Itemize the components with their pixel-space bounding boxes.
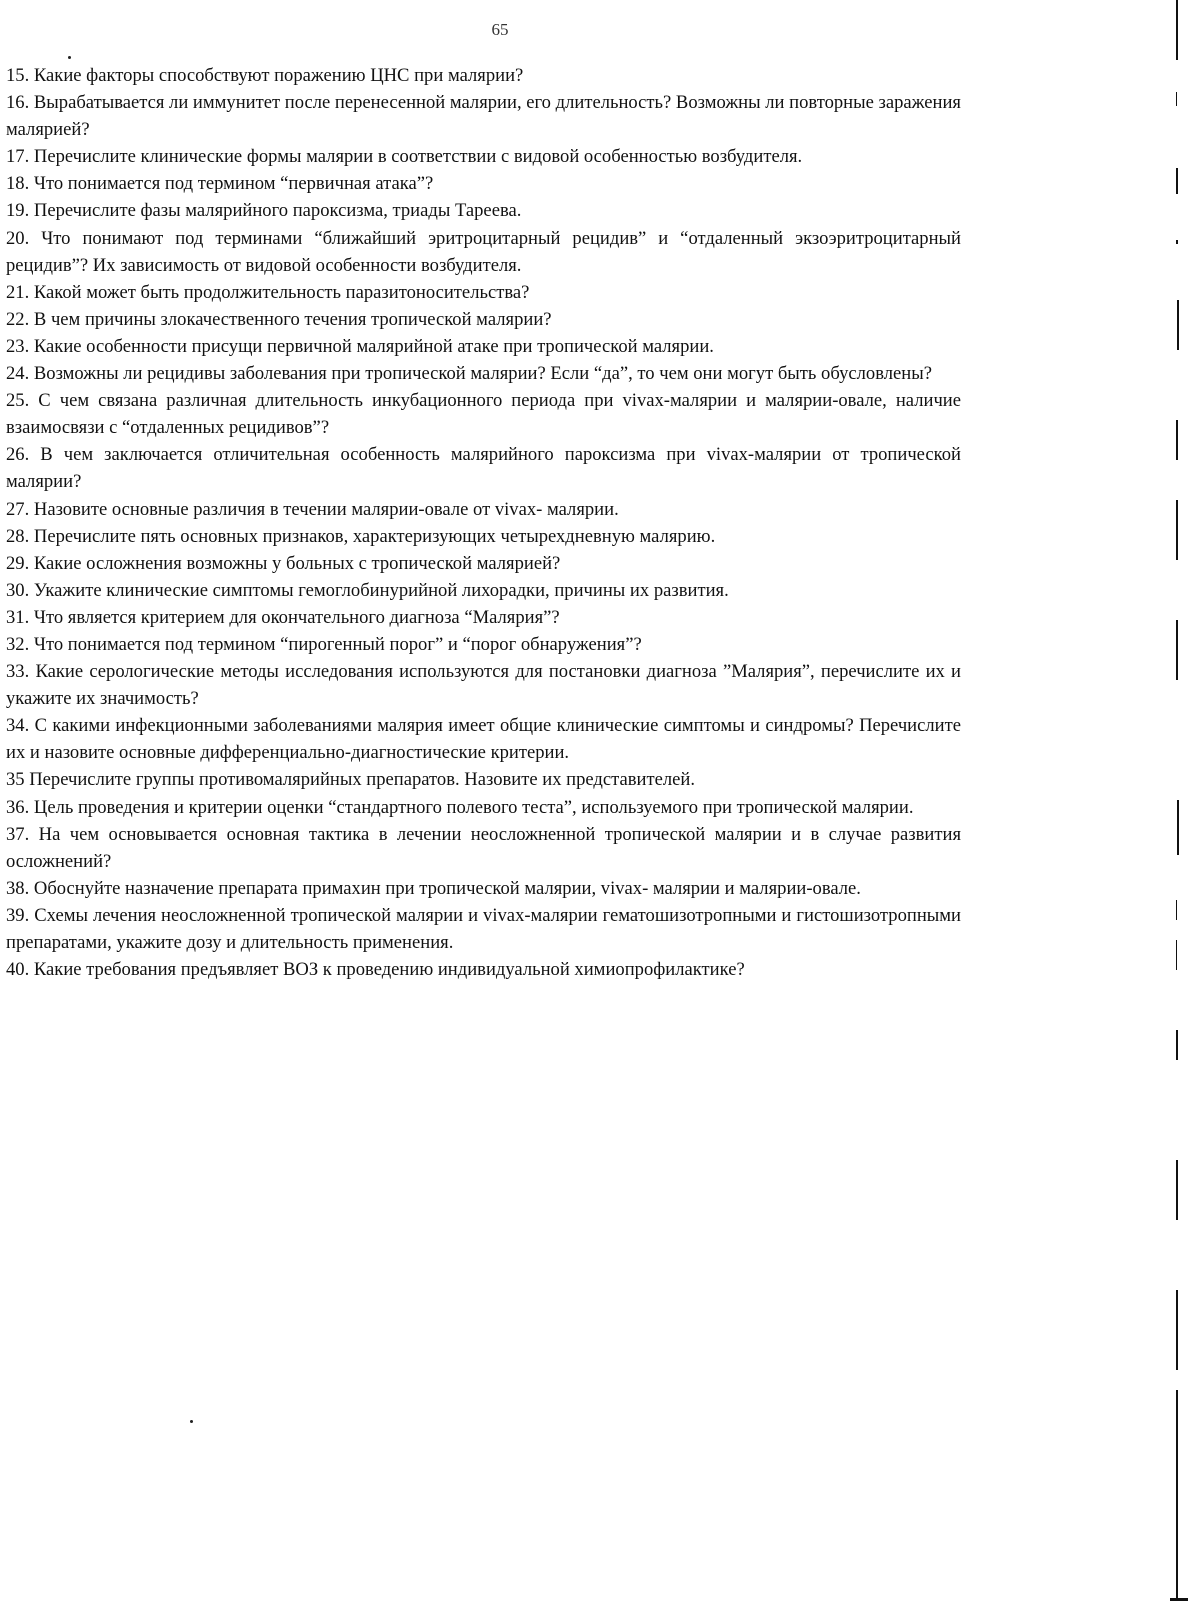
question-item: 30. Укажите клинические симптомы гемоглобинурийной лихорадки, причины их развития.	[6, 579, 729, 601]
question-item: 18. Что понимается под термином “первичная атака”?	[6, 173, 434, 195]
question-item: 23. Какие особенности присущи первичной малярийной атаке при тропической малярии.	[6, 335, 714, 357]
question-item: 24. Возможны ли рецидивы заболевания при тропической малярии? Если “да”, то чем они могут быть обусловлены?	[6, 363, 932, 385]
question-item: 17. Перечислите клинические формы малярии в соответствии с видовой особенностью возбудителя.	[6, 146, 803, 168]
question-item: 32. Что понимается под термином “пирогенный порог” и “порог обнаружения”?	[6, 633, 642, 655]
question-item: 36. Цель проведения и критерии оценки “стандартного полевого теста”, используемого при тропической малярии.	[6, 796, 914, 818]
question-item: 26. В чем заключается отличительная особенность малярийного пароксизма при vivax-малярии от тропической малярии?	[6, 444, 961, 493]
question-item: 27. Назовите основные различия в течении малярии-овале от vivax- малярии.	[6, 498, 619, 520]
question-item: 15. Какие факторы способствуют поражению ЦНС при малярии?	[6, 65, 524, 86]
question-item: 21. Какой может быть продолжительность паразитоносительства?	[6, 281, 530, 303]
question-item: 25. С чем связана различная длительность инкубационного периода при vivax-малярии и малярии-овале, наличие взаимосвязи с “отдаленных рецидивов”?	[6, 390, 961, 439]
page-number: 65	[491, 20, 509, 39]
question-item: 22. В чем причины злокачественного течения тропической малярии?	[6, 308, 552, 330]
question-item: 40. Какие требования предъявляет ВОЗ к проведению индивидуальной химиопрофилактике?	[6, 959, 745, 981]
question-item: 28. Перечислите пять основных признаков, характеризующих четырехдневную малярию.	[6, 525, 716, 547]
scan-speck	[68, 56, 71, 59]
scan-edge-marks	[1160, 0, 1200, 1620]
question-item: 38. Обоснуйте назначение препарата примахин при тропической малярии, vivax- малярии и малярии-овале.	[6, 877, 861, 899]
question-item: 16. Вырабатывается ли иммунитет после перенесенной малярии, его длительность? Возможны ли повторные заражения малярией?	[6, 92, 961, 141]
question-list	[6, 62, 961, 983]
question-item: 35 Перечислите группы противомалярийных препаратов. Назовите их представителей.	[6, 769, 695, 791]
question-item: 31. Что является критерием для окончательного диагноза “Малярия”?	[6, 606, 560, 628]
question-item: 37. На чем основывается основная тактика в лечении неосложненной тропической малярии и в случае развития осложнений?	[6, 823, 961, 872]
question-item: 34. С какими инфекционными заболеваниями малярия имеет общие клинические симптомы и синдромы? Перечислите их и назовите основные дифференциально-диагностические критерии.	[6, 715, 961, 764]
question-item: 19. Перечислите фазы малярийного пароксизма, триады Тареева.	[6, 200, 522, 222]
question-item: 39. Схемы лечения неосложненной тропической малярии и vivax-малярии гематошизотропными и гистошизотропными препаратами, укажите дозу и длительность применения.	[6, 904, 961, 953]
question-item: 33. Какие серологические методы исследования используются для постановки диагноза ”Малярия”, перечислите их и укажите их значимость?	[6, 661, 961, 710]
question-item: 20. Что понимают под терминами “ближайший эритроцитарный рецидив” и “отдаленный экзоэритроцитарный рецидив”? Их зависимость от видовой особенности возбудителя.	[6, 227, 961, 276]
question-item: 29. Какие осложнения возможны у больных с тропической малярией?	[6, 552, 561, 574]
scan-speck	[190, 1420, 193, 1423]
